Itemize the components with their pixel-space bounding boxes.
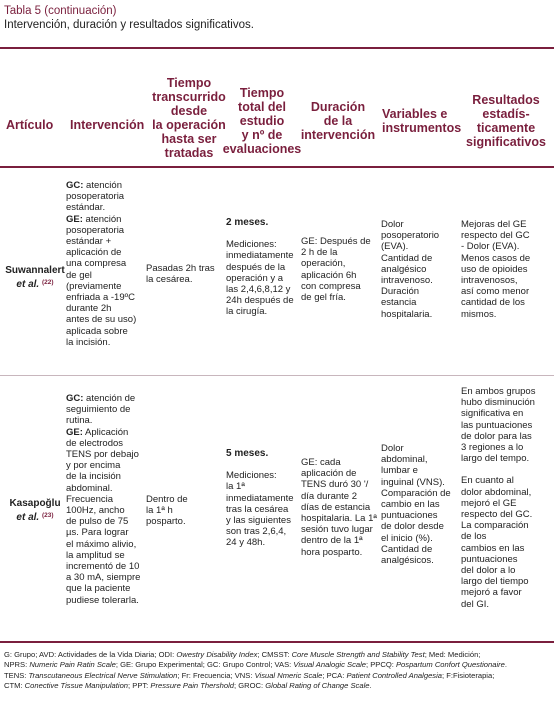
row1-intervention <box>66 180 146 348</box>
fn-text: . <box>504 660 508 670</box>
header-duracion <box>298 100 378 142</box>
text-line: de gel fría. <box>301 292 346 304</box>
fn-text: ; PPCQ: <box>366 660 396 670</box>
article-author: Suwannalert <box>5 265 65 276</box>
tiempo-total-head: 5 meses. <box>226 448 269 459</box>
text-line: 2 h de la <box>301 247 338 259</box>
text-line: el máximo alivio, <box>66 538 137 550</box>
text-line: respecto del GC. <box>461 509 533 521</box>
text-line: lumbar e <box>381 465 418 477</box>
header-line: de la <box>323 114 353 128</box>
header-bottom-rule <box>0 166 554 168</box>
row2-tiempo-transcurrido <box>146 494 226 528</box>
text-line: TENS duró 30 '/ <box>301 479 369 491</box>
fn-text: Core Muscle Strength and Stability Test <box>291 650 425 659</box>
article-etal: et al. <box>16 512 40 523</box>
table-footnote <box>4 650 552 692</box>
text-line: Dentro de <box>146 494 188 505</box>
gc-label: GC: <box>66 180 84 191</box>
header-line: y nº de <box>241 128 283 142</box>
text-line: En cuanto al <box>461 475 514 487</box>
header-tiempo-total <box>222 86 302 156</box>
text-line: la 1ª <box>226 481 245 493</box>
text-line: sesión tuvo lugar <box>301 524 373 536</box>
footnote-line <box>4 671 552 681</box>
header-line: tratadas <box>164 146 214 160</box>
text-line: pudiese tolerarla. <box>66 594 139 606</box>
text-line: 3 regiones a lo <box>461 442 524 454</box>
text-line: - Dolor (EVA). <box>461 241 520 253</box>
header-tiempo-transcurrido <box>146 76 232 160</box>
fn-text: ; F:Fisioterapia; <box>442 670 495 680</box>
text-line: y por encima <box>66 460 121 472</box>
text-line: la amplitud se <box>66 549 125 561</box>
text-line: analgésico <box>381 263 427 275</box>
text-line: Mejoras del GE <box>461 219 527 230</box>
text-line: la cirugía. <box>226 306 268 318</box>
fn-text: Conective Tissue Manipulation <box>24 681 129 691</box>
text-line: Comparación de <box>381 487 451 499</box>
text-line: puntuaciones <box>461 553 518 565</box>
text-line: del GI. <box>461 598 489 610</box>
fn-text: ; Med: Medición; <box>424 650 481 659</box>
text-line: días de estancia <box>301 501 371 513</box>
header-line: estudio <box>239 114 285 128</box>
footnote-line <box>4 681 552 691</box>
text-line: operación, <box>301 258 346 270</box>
header-top-rule <box>0 47 554 49</box>
text-line: las puntuaciones <box>461 419 533 431</box>
text-line: hora posparto. <box>301 546 363 558</box>
footnote-line <box>4 650 552 660</box>
text-line: µs. Para lograr <box>66 527 129 539</box>
text-line: antes de su uso) <box>66 314 137 326</box>
text-line: seguimiento de <box>66 404 131 416</box>
text-line: abdominal. <box>66 482 113 494</box>
text-line: una compresa <box>66 258 127 270</box>
header-articulo: Artículo <box>6 118 54 132</box>
text-line: respecto del GC <box>461 230 530 242</box>
text-line: que la paciente <box>66 583 131 595</box>
fn-text: Transcutaneous Electrical Nerve Stimulation <box>28 670 178 680</box>
text-line: estándar. <box>66 202 106 214</box>
row1-duracion <box>301 236 381 303</box>
text-line: largo del tiempo <box>461 576 529 588</box>
text-line: de los <box>461 531 487 543</box>
fn-text: TENS: <box>4 670 29 680</box>
text-line: En ambos grupos <box>461 386 536 397</box>
text-line: del dolor a lo <box>461 565 516 577</box>
text-line: el inicio (%). <box>381 532 433 544</box>
fn-text: ; GROC: <box>233 681 266 691</box>
text-line: estándar + <box>66 236 112 248</box>
text-line: Cantidad de <box>381 252 433 264</box>
table-caption-title: Tabla 5 (continuación) <box>4 5 117 17</box>
row1-article <box>4 265 66 291</box>
row2-intervention <box>66 393 148 606</box>
header-line: evaluaciones <box>222 142 302 156</box>
header-resultados <box>460 93 552 149</box>
text-line: hubo disminución <box>461 397 535 409</box>
text-line: inmediatamente <box>226 492 294 504</box>
text-line: aplicada sobre <box>66 325 128 337</box>
text-line: rutina. <box>66 415 93 427</box>
header-variables <box>382 107 462 135</box>
fn-text: Owestry Disability Index <box>176 650 258 659</box>
text-line: abdominal, <box>381 454 428 466</box>
text-line: GE: Después de <box>301 236 371 247</box>
fn-text: Visual Analogic Scale <box>293 660 367 670</box>
text-line: estancia <box>381 297 417 309</box>
text-line: aplicación de <box>301 468 357 480</box>
header-line: Duración <box>310 100 366 114</box>
table-bottom-rule <box>0 641 554 643</box>
gc-label: GC: <box>66 393 84 404</box>
fn-text: NPRS: <box>4 660 30 670</box>
article-etal: et al. <box>16 279 40 290</box>
text-line: dolor abdominal, <box>461 486 532 498</box>
header-line: total del <box>238 100 286 114</box>
text-line: posoperatoria <box>66 191 125 203</box>
text-line: con compresa <box>301 280 361 292</box>
text-line: uso de opioides <box>461 263 528 275</box>
text-line: día durante 2 <box>301 490 357 502</box>
text-line: posoperatoria <box>66 224 125 236</box>
fn-text: Global Rating of Change Scale <box>265 681 370 691</box>
text-line: enfriada a -19ºC <box>66 292 135 304</box>
row2-variables <box>381 443 463 566</box>
row2-duracion <box>301 457 385 558</box>
text-line: intravenosos, <box>461 275 518 287</box>
header-line: Variables e <box>382 107 448 121</box>
fn-text: ; GE: Grupo Experimental; GC: Grupo Control; VAS: <box>115 660 294 670</box>
header-line: desde <box>170 104 208 118</box>
text-line: de electrodos <box>66 437 124 449</box>
header-line: estadís- <box>482 107 530 121</box>
fn-text: . <box>369 681 372 691</box>
text-line: puntuaciones <box>381 510 438 522</box>
row1-tiempo-total <box>226 217 302 318</box>
text-line: de pulso de 75 <box>66 516 129 528</box>
text-line: atención de <box>83 393 136 404</box>
text-line: mejoró a favor <box>461 587 522 599</box>
row1-tiempo-transcurrido <box>146 263 226 285</box>
text-line: (previamente <box>66 280 122 292</box>
fn-text: Numeric Pain Ratin Scale <box>29 660 116 670</box>
text-line: incrementó de 10 <box>66 561 140 573</box>
header-line: ticamente <box>476 121 536 135</box>
fn-text: CTM: <box>4 681 25 691</box>
text-line: Menos casos de <box>461 252 531 264</box>
text-line: Mediciones: <box>226 470 277 482</box>
text-line: Mediciones: <box>226 239 277 251</box>
text-line: Dolor <box>381 443 404 454</box>
text-line: de gel <box>66 269 92 281</box>
header-line: significativos <box>466 135 546 149</box>
text-line: de dolor desde <box>381 521 444 533</box>
text-line: posparto. <box>146 516 186 528</box>
text-line: TENS por debajo <box>66 449 139 461</box>
text-line: mismos. <box>461 308 497 320</box>
text-line: atención <box>82 213 122 225</box>
fn-text: Pospartum Confort Questionaire <box>395 660 505 670</box>
text-line: Aplicación <box>82 426 129 438</box>
ge-label: GE: <box>66 426 83 438</box>
row2-article <box>4 498 66 524</box>
text-line: Cantidad de <box>381 543 433 555</box>
fn-text: ; PPT: <box>128 681 151 691</box>
text-line: hospitalaria. La 1ª <box>301 513 377 525</box>
fn-text: ; PCA: <box>322 670 347 680</box>
text-line: 24h después de <box>226 295 294 307</box>
fn-text: ; CMSST: <box>257 650 292 659</box>
text-line: a 30 mA, siempre <box>66 572 141 584</box>
row2-resultados <box>461 386 553 610</box>
text-line: (EVA). <box>381 241 409 253</box>
header-line: intervención <box>300 128 376 142</box>
text-line: largo del tempo. <box>461 453 530 465</box>
text-line: durante 2h <box>66 303 112 315</box>
text-line: Duración <box>381 286 420 298</box>
text-line: posoperatorio <box>381 230 440 242</box>
article-ref: (23) <box>42 512 54 519</box>
article-ref: (22) <box>42 279 54 286</box>
text-line: después de la <box>226 261 286 273</box>
header-line: la operación <box>152 118 226 132</box>
text-line: cambio en las <box>381 499 440 511</box>
text-line: Pasadas 2h tras <box>146 263 215 274</box>
text-line: significativa en <box>461 408 524 420</box>
text-line: inmediatamente <box>226 250 294 262</box>
header-line: hasta ser <box>161 132 217 146</box>
header-line: Resultados <box>472 93 540 107</box>
text-line: atención <box>83 180 122 191</box>
text-line: de la incisión <box>66 471 121 483</box>
text-line: 24 y 48h. <box>226 537 266 549</box>
text-line: analgésicos. <box>381 555 434 567</box>
ge-label: GE: <box>66 213 83 225</box>
text-line: La comparación <box>461 520 529 532</box>
text-line: 100Hz, ancho <box>66 505 125 517</box>
row-separator <box>0 375 554 376</box>
text-line: GE: cada <box>301 457 341 468</box>
header-line: transcurrido <box>152 90 226 104</box>
text-line: mejoró el GE <box>461 497 517 509</box>
fn-text: G: Grupo; AVD: Actividades de la Vida Diaria; ODI: <box>4 650 177 659</box>
text-line: aplicación 6h <box>301 269 357 281</box>
row1-resultados <box>461 219 553 320</box>
text-line: la incisión. <box>66 336 111 348</box>
text-line: hospitalaria. <box>381 308 433 320</box>
tiempo-total-head: 2 meses. <box>226 217 269 228</box>
text-line: aplicación de <box>66 247 122 259</box>
row1-variables <box>381 219 461 320</box>
text-line: cambios en las <box>461 542 525 554</box>
text-line: inguinal (VNS). <box>381 476 445 488</box>
fn-text: ; Fr: Frecuencia; VNS: <box>177 670 255 680</box>
text-line: de dolor para las <box>461 430 532 442</box>
header-line: Tiempo <box>166 76 212 90</box>
fn-text: Patient Controlled Analgesia <box>346 670 442 680</box>
row2-tiempo-total <box>226 448 302 549</box>
text-line: son tras 2,6,4, <box>226 526 287 538</box>
header-line: instrumentos <box>382 121 462 135</box>
text-line: las 2,4,6,8,12 y <box>226 284 291 296</box>
text-line: cantidad de los <box>461 297 525 309</box>
text-line: Frecuencia <box>66 493 113 505</box>
article-author: Kasapoğlu <box>9 498 61 509</box>
footnote-line <box>4 660 552 670</box>
header-intervencion: Intervención <box>70 118 145 132</box>
text-line: Dolor <box>381 219 404 230</box>
fn-text: Visual Nmeric Scale <box>254 670 323 680</box>
header-line: Tiempo <box>239 86 285 100</box>
text-line: así como menor <box>461 286 530 298</box>
text-line: tras la cesárea <box>226 503 289 515</box>
fn-text: Pressure Pain Thershold <box>150 681 234 691</box>
text-line: operación y a <box>226 272 284 284</box>
text-line: la 1ª h <box>146 505 173 517</box>
text-line: la cesárea. <box>146 274 193 286</box>
text-line: y las siguientes <box>226 515 291 527</box>
text-line: intravenoso. <box>381 275 433 287</box>
table-caption-subtitle: Intervención, duración y resultados significativos. <box>4 19 254 31</box>
text-line: dentro de la 1ª <box>301 535 363 547</box>
